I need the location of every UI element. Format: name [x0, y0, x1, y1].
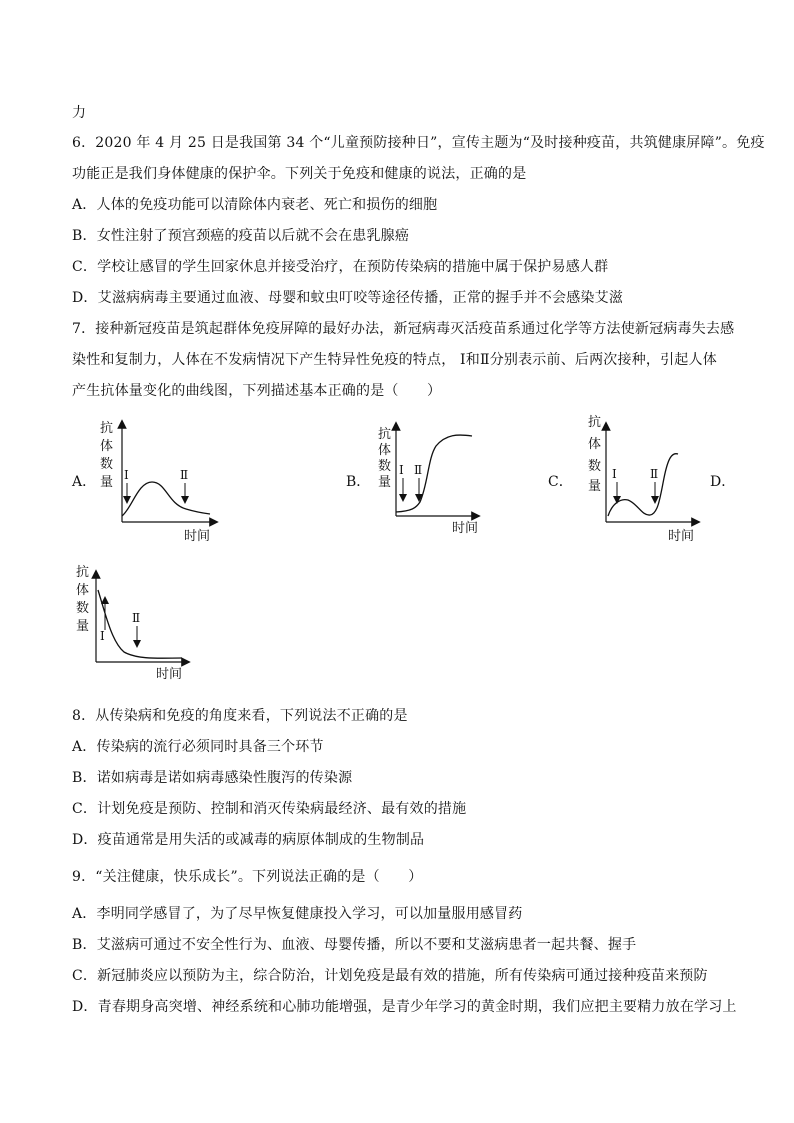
q6-option-a: A．人体的免疫功能可以清除体内衰老、死亡和损伤的细胞: [72, 197, 438, 213]
graph-c-marker-1: Ⅰ: [612, 467, 617, 481]
q7-graph-d: [72, 560, 202, 688]
graph-c-marker-2: Ⅱ: [650, 467, 659, 481]
graph-a-ylabel-3: 数: [100, 457, 114, 472]
q6-option-b: B．女性注射了预宫颈癌的疫苗以后就不会在患乳腺癌: [72, 228, 410, 244]
graph-b-ylabel-4: 量: [378, 475, 392, 490]
q7-graph-b: [372, 418, 502, 543]
q7-stem-line-2: 染性和复制力，人体在不发病情况下产生特异性免疫的特点， Ⅰ和Ⅱ分别表示前、后两次接种，引起人体: [72, 352, 717, 368]
q8-stem: 8．从传染病和免疫的角度来看，下列说法不正确的是: [72, 708, 408, 724]
q8-option-d: D．疫苗通常是用失活的或减毒的病原体制成的生物制品: [72, 832, 425, 848]
q9-option-d: D．青春期身高突增、神经系统和心肺功能增强，是青少年学习的黄金时期，我们应把主要精力放在学习上: [72, 999, 737, 1015]
graph-c-ylabel-4: 量: [588, 479, 602, 494]
graph-a-ylabel-2: 体: [100, 439, 114, 454]
q8-option-a: A．传染病的流行必须同时具备三个环节: [72, 739, 324, 755]
q6-option-d: D．艾滋病病毒主要通过血液、母婴和蚊虫叮咬等途径传播，正常的握手并不会感染艾滋: [72, 290, 624, 306]
graph-a-curve: [122, 482, 210, 516]
q7-option-b-letter: B．: [346, 474, 371, 490]
graph-d-marker-2: Ⅱ: [132, 611, 141, 625]
graph-a-marker-2: Ⅱ: [180, 468, 189, 482]
q7-stem-line-3: 产生抗体量变化的曲线图，下列描述基本正确的是（ ）: [72, 383, 442, 399]
q7-option-d-letter: D．: [710, 474, 736, 490]
graph-c-curve: [608, 454, 678, 516]
q9-option-b: B．艾滋病可通过不安全性行为、血液、母婴传播，所以不要和艾滋病患者一起共餐、握手: [72, 937, 637, 953]
q9-option-c: C．新冠肺炎应以预防为主，综合防治，计划免疫是最有效的措施，所有传染病可通过接种疫苗来预防: [72, 968, 708, 984]
q7-option-c-letter: C．: [548, 474, 573, 490]
graph-d-ylabel-2: 体: [76, 583, 90, 598]
q9-stem: 9．“关注健康，快乐成长”。下列说法正确的是（ ）: [72, 869, 423, 885]
graph-c-ylabel-2: 体: [588, 437, 602, 452]
graph-b-curve: [396, 435, 472, 512]
q7-stem-line-1: 7．接种新冠疫苗是筑起群体免疫屏障的最好办法，新冠病毒灭活疫苗系通过化学等方法使新冠病毒失去感: [72, 321, 735, 337]
q6-option-c: C．学校让感冒的学生回家休息并接受治疗，在预防传染病的措施中属于保护易感人群: [72, 259, 609, 275]
graph-d-marker-1: Ⅰ: [100, 629, 105, 643]
q8-option-c: C．计划免疫是预防、控制和消灭传染病最经济、最有效的措施: [72, 801, 467, 817]
q9-option-a: A．李明同学感冒了，为了尽早恢复健康投入学习，可以加量服用感冒药: [72, 906, 523, 922]
graph-a-marker-1: Ⅰ: [124, 468, 129, 482]
graph-b-ylabel-2: 体: [378, 443, 392, 458]
graph-c-ylabel-3: 数: [588, 459, 602, 474]
q7-graph-a: [96, 412, 226, 547]
graph-d-ylabel-3: 数: [76, 601, 90, 616]
q7-option-a-letter: A．: [72, 474, 97, 490]
q8-option-b: B．诺如病毒是诺如病毒感染性腹泻的传染源: [72, 770, 353, 786]
graph-a-ylabel-1: 抗: [100, 421, 114, 436]
graph-b-xlabel: 时间: [452, 521, 479, 536]
graph-d-ylabel-1: 抗: [76, 565, 90, 580]
graph-c-xlabel: 时间: [668, 529, 695, 544]
graph-a-xlabel: 时间: [184, 529, 211, 544]
graph-d-xlabel: 时间: [156, 667, 183, 682]
graph-d-ylabel-4: 量: [76, 619, 90, 634]
graph-b-ylabel-1: 抗: [378, 427, 392, 442]
q6-stem-line-1: 6．2020 年 4 月 25 日是我国第 34 个“儿童预防接种日”，宣传主题为“及时接种疫苗，共筑健康屏障”。免疫: [72, 135, 765, 151]
q6-stem-line-2: 功能正是我们身体健康的保护伞。下列关于免疫和健康的说法，正确的是: [72, 166, 527, 182]
graph-b-ylabel-3: 数: [378, 459, 392, 474]
graph-c-ylabel-1: 抗: [588, 415, 602, 430]
continuation-text: 力: [72, 105, 87, 121]
graph-a-ylabel-4: 量: [100, 475, 114, 490]
q7-graph-c: [582, 415, 712, 548]
graph-b-marker-1: Ⅰ: [399, 463, 404, 477]
graph-b-marker-2: Ⅱ: [414, 463, 423, 477]
